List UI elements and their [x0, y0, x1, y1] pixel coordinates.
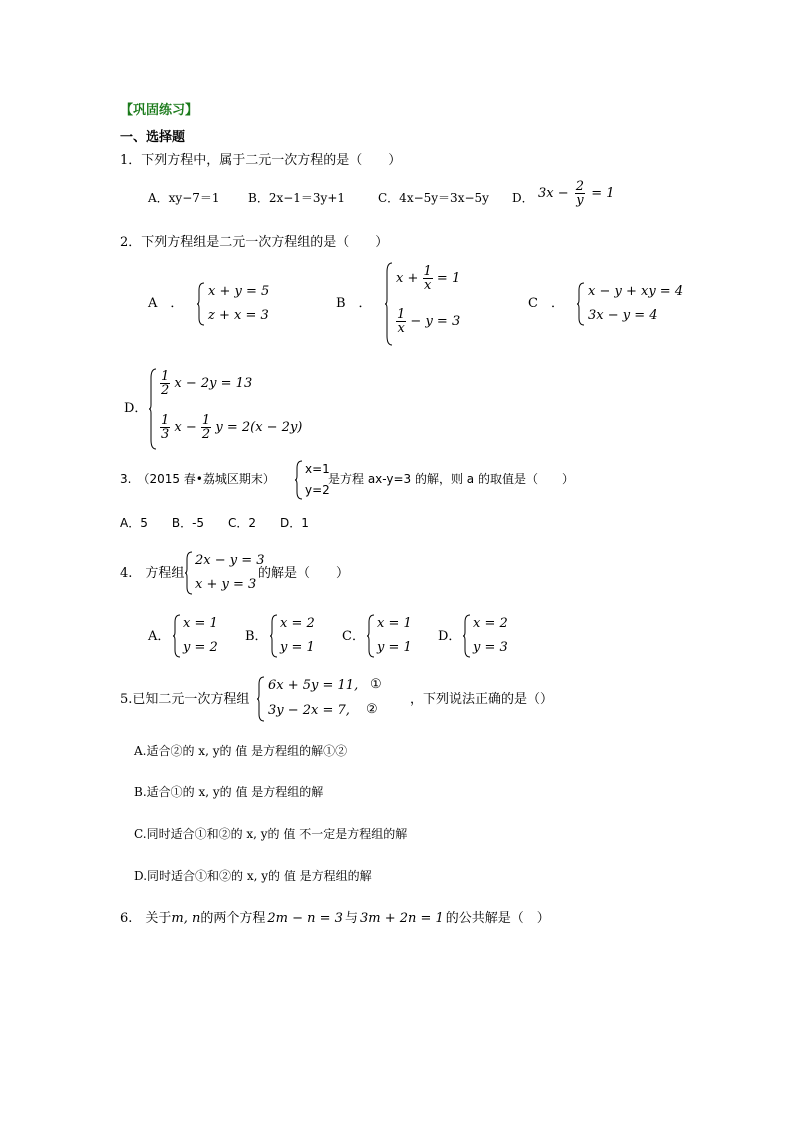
- brace-icon: [294, 460, 304, 500]
- q4-system: 2x − y = 3 x + y = 3: [184, 551, 264, 595]
- q4-option-c-label: C．: [342, 629, 365, 644]
- brace-icon: [172, 614, 182, 658]
- q2-option-a-label: A ．: [148, 296, 184, 311]
- brace-icon: [366, 614, 376, 658]
- q5-option-a: A.适合②的 x, y的 值 是方程组的解①②: [134, 744, 348, 758]
- q2-option-d-system: $\frac{1}{2}$ x − 2y = 13 $\frac{1}{3}$ x − $\frac{1}{2}$ y = 2(x − 2y): [148, 368, 308, 450]
- brace-icon: [576, 282, 586, 326]
- q5-option-d: D.同时适合①和②的 x, y的 值 是方程组的解: [134, 869, 372, 883]
- q4-option-a-system: x = 1 y = 2: [172, 614, 232, 658]
- q4-option-a-label: A．: [148, 629, 171, 644]
- q1-option-d-formula: 3x − $\frac{2}{y}$ = 1: [538, 179, 615, 208]
- q4-option-b-label: B．: [245, 629, 268, 644]
- brace-icon: [148, 368, 158, 450]
- q6-stem: 6. 关于m, n的两个方程 2m − n = 3 与 3m + 2n = 1 的公共解是（ ）: [120, 911, 550, 926]
- q4-option-c-system: x = 1 y = 1: [366, 614, 426, 658]
- brace-icon: [196, 282, 206, 326]
- q5-stem-suffix: ，下列说法正确的是（）: [410, 692, 554, 707]
- section-label: 【巩固练习】: [120, 103, 199, 118]
- q1-option-c: C．4x−5y＝3x−5y: [378, 191, 489, 205]
- q3-system: x=1 y=2: [294, 460, 334, 500]
- equation-marker-2: ②: [366, 702, 378, 717]
- brace-icon: [269, 614, 279, 658]
- q4-option-d-system: x = 2 y = 3: [462, 614, 522, 658]
- q3-stem-suffix: 是方程 ax-y=3 的解，则 a 的取值是（ ）: [328, 472, 574, 486]
- q1-stem: 1．下列方程中，属于二元一次方程的是（ ）: [120, 153, 402, 168]
- q5-stem-prefix: 5.已知二元一次方程组: [120, 692, 250, 707]
- q2-option-b-label: B ．: [336, 296, 372, 311]
- brace-icon: [184, 551, 194, 595]
- part-title: 一、选择题: [120, 130, 186, 145]
- q4-option-d-label: D．: [438, 629, 462, 644]
- q2-option-a-system: x + y = 5 z + x = 3: [196, 282, 286, 326]
- q1-option-b: B．2x−1＝3y+1: [248, 191, 346, 205]
- q5-option-c: C.同时适合①和②的 x, y的 值 不一定是方程组的解: [134, 827, 408, 841]
- brace-icon: [462, 614, 472, 658]
- q2-option-b-system: x + $\frac{1}{x}$ = 1 $\frac{1}{x}$ − y = 3: [384, 262, 484, 346]
- q4-stem-suffix: 的解是（ ）: [258, 566, 350, 581]
- brace-icon: [384, 262, 394, 346]
- brace-icon: [256, 676, 266, 722]
- q4-option-b-system: x = 2 y = 1: [269, 614, 329, 658]
- q1-option-a: A．xy−7＝1: [148, 191, 220, 205]
- q2-option-c-label: C ．: [528, 296, 564, 311]
- equation-marker-1: ①: [370, 677, 382, 692]
- q3-options: A．5 B．-5 C．2 D．1: [120, 516, 309, 530]
- q5-option-b: B.适合①的 x, y的 值 是方程组的解: [134, 785, 324, 799]
- q2-option-d-label: D．: [124, 401, 148, 416]
- q2-stem: 2．下列方程组是二元一次方程组的是（ ）: [120, 235, 389, 250]
- q1-option-d-label: D．: [512, 191, 534, 205]
- q5-system: 6x + 5y = 11, ① 3y − 2x = 7, ②: [256, 676, 406, 722]
- q2-option-c-system: x − y + xy = 4 3x − y = 4: [576, 282, 686, 326]
- q4-stem-prefix: 4. 方程组: [120, 566, 185, 581]
- q3-stem-prefix: 3. （2015 春•荔城区期末）: [120, 472, 275, 486]
